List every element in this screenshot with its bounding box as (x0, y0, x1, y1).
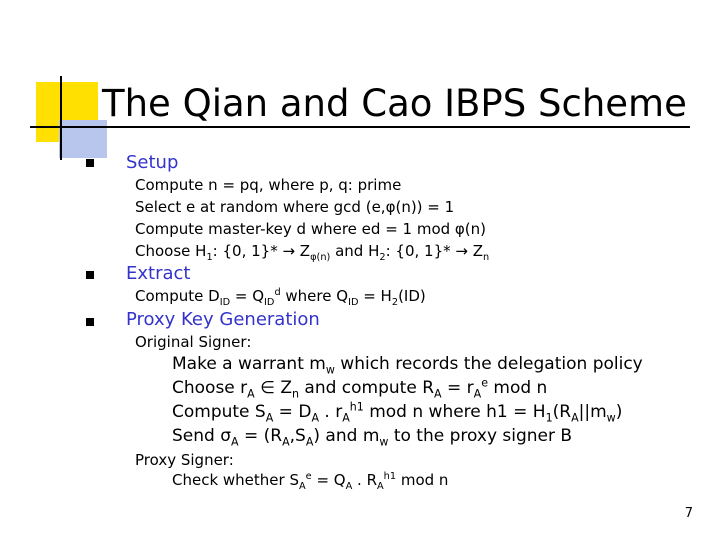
setup-line-2: Select e at random where gcd (e,φ(n)) = 1 (135, 198, 455, 216)
proxy-signer-label: Proxy Signer: (135, 451, 234, 469)
setup-line-1: Compute n = pq, where p, q: prime (135, 176, 402, 194)
bullet-square (86, 159, 94, 167)
original-signer-label: Original Signer: (135, 333, 252, 351)
pkg-line-4: Send $\sigma_A = (R_A,S_A)$ and $m_w$ to the proxy signer B (172, 426, 573, 449)
decor-vertical-line (60, 76, 62, 160)
setup-line-3: Compute master-key d where ed = 1 mod φ(n) (135, 220, 487, 238)
setup-line-4: Choose $H_1$: {0, $1\}* \to Z_{\varphi(n)}$ and $H_2$: {0, $1\}* \to Z_n$ (135, 242, 490, 263)
bullet-square (86, 318, 94, 326)
heading-proxy-key-generation: Proxy Key Generation (126, 309, 320, 330)
title-underline (30, 126, 690, 128)
pkg-line-1: Make a warrant $m_w$ which records the delegation policy (172, 354, 643, 377)
heading-setup: Setup (126, 152, 179, 173)
slide-title: The Qian and Cao IBPS Scheme (102, 82, 687, 125)
pkg-line-2: Choose $r_A$ ∈ $Z_n$ and compute $R_A = r_A^e$ mod n (172, 376, 548, 401)
pkg-line-3: Compute $S_A = D_A$ . $r_A^{h1}$ mod n where $h1 = H_1(R_A||m_w)$ (172, 400, 623, 425)
extract-line: Compute $D_{ID} = Q_{ID}^d$ where $Q_{ID} = H_2(ID)$ (135, 287, 426, 308)
pkg-line-5: Check whether $S_A^e = Q_A$ . $R_A^{h1}$ mod n (172, 471, 449, 492)
heading-extract: Extract (126, 263, 191, 284)
bullet-square (86, 271, 94, 279)
page-number: 7 (684, 506, 693, 521)
